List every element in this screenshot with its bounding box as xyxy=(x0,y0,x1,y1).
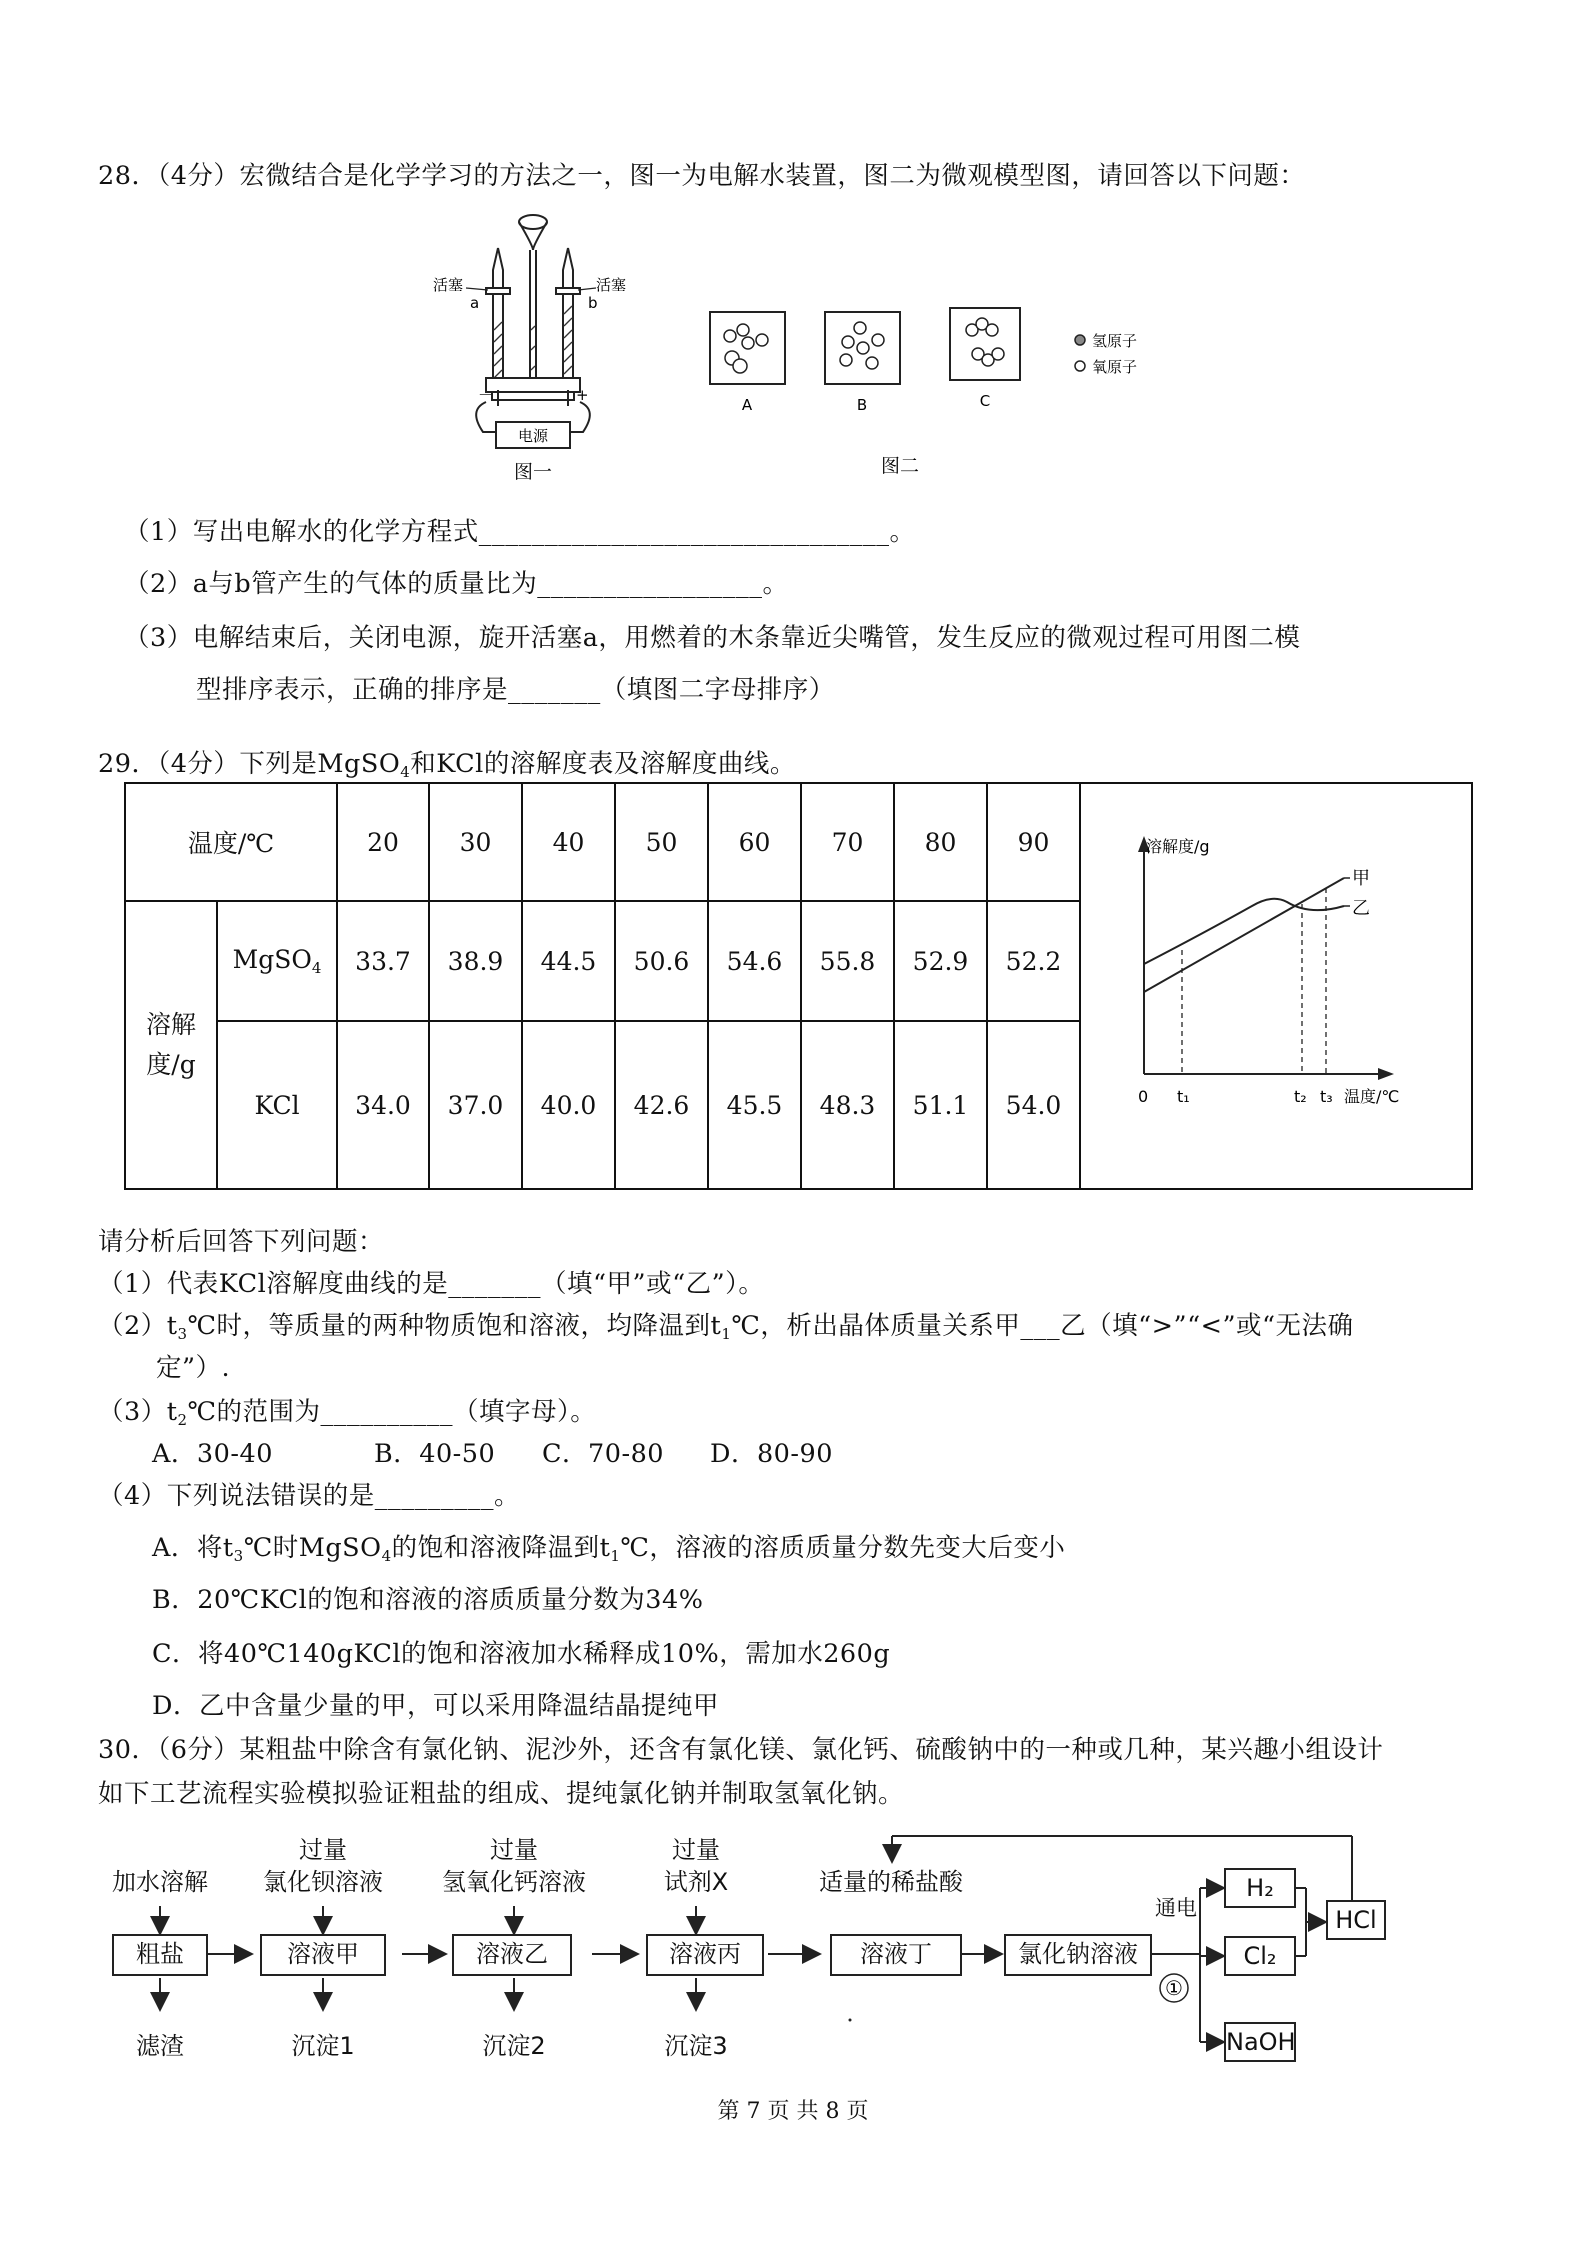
q28-part-3b: 型排序表示，正确的排序是_______（填图二字母排序） xyxy=(196,675,835,705)
label-excess-2: 过量 xyxy=(490,1836,538,1864)
q30-stem-a: 30．（6分）某粗盐中除含有氯化钠、泥沙外，还含有氯化镁、氯化钙、硫酸钠中的一种或几种，某兴趣小组设计 xyxy=(98,1735,1384,1765)
graph-y-label: 溶解度/g xyxy=(1146,837,1210,856)
temp-cell: 70 xyxy=(801,783,894,901)
curve-jia xyxy=(1144,878,1344,992)
temperature-header: 温度/℃ xyxy=(125,783,337,901)
q28-stem: 28．（4分）宏微结合是化学学习的方法之一，图一为电解水装置，图二为微观模型图，请回答以下问题： xyxy=(98,161,1306,191)
label-excess-3: 过量 xyxy=(672,1836,720,1864)
figure-1-electrolysis-apparatus xyxy=(428,210,638,500)
q29-option-c: C．70-80 xyxy=(542,1439,665,1469)
step-1-marker: ① xyxy=(1165,1976,1183,2000)
flow-connectors xyxy=(0,1820,1586,2060)
curve-yi xyxy=(1144,899,1344,964)
temp-cell: 30 xyxy=(429,783,522,901)
legend-oxygen: 氧原子 xyxy=(1092,358,1138,376)
curve-jia-label: 甲 xyxy=(1352,868,1371,889)
temp-cell: 80 xyxy=(894,783,987,901)
box-solution-bing: 溶液丙 xyxy=(646,1934,764,1976)
figure-1-caption: 图一 xyxy=(513,461,553,483)
q29-intro: 请分析后回答下列问题： xyxy=(98,1227,385,1257)
q29-part-4-c: C．将40℃140gKCl的饱和溶液加水稀释成10%，需加水260g xyxy=(152,1639,891,1669)
value-cell: 38.9 xyxy=(429,901,522,1021)
q29-part-4-a: A．将$t_3℃$时MgSO$_4$的饱和溶液降温到$t_1℃$，溶液的溶质质量分数先变大后变小 xyxy=(152,1533,1066,1565)
box-solution-jia: 溶液甲 xyxy=(260,1934,386,1976)
value-cell: 37.0 xyxy=(429,1021,522,1189)
label-dilute-hcl: 适量的稀盐酸 xyxy=(819,1868,963,1896)
box-naoh: NaOH xyxy=(1224,2022,1296,2062)
q29-part-2a: $(2)t_3℃$时，等质量的两种物质饱和溶液，均降温到$t_1℃$，析出晶体质量关系甲___乙（填“>”“<”或“无法确 xyxy=(98,1311,1354,1343)
value-cell: 54.6 xyxy=(708,901,801,1021)
graph-t1: t₁ xyxy=(1177,1087,1190,1106)
box-nacl-solution: 氯化钠溶液 xyxy=(1004,1934,1152,1976)
value-cell: 34.0 xyxy=(337,1021,429,1189)
box-h2: H₂ xyxy=(1224,1868,1296,1908)
temp-cell: 60 xyxy=(708,783,801,901)
q28-part-2: （2）a与b管产生的气体的质量比为_________________。 xyxy=(124,569,789,599)
q29-option-a: A．30-40 xyxy=(152,1439,273,1469)
value-cell: 51.1 xyxy=(894,1021,987,1189)
q29-part-4-b: B．20℃KCl的饱和溶液的溶质质量分数为34% xyxy=(152,1585,704,1615)
value-cell: 52.2 xyxy=(987,901,1080,1021)
value-cell: 45.5 xyxy=(708,1021,801,1189)
label-excess-1: 过量 xyxy=(299,1836,347,1864)
graph-t3: t₃ xyxy=(1320,1087,1333,1106)
graph-origin: 0 xyxy=(1138,1087,1149,1106)
box-c-label: C xyxy=(979,392,991,410)
stopcock-left-label: 活塞 xyxy=(433,276,464,294)
q29-part-3: $(3)t_2℃$的范围为__________（填字母）。 xyxy=(98,1397,597,1429)
temp-cell: 20 xyxy=(337,783,429,901)
box-solution-yi: 溶液乙 xyxy=(452,1934,572,1976)
tube-b-label: b xyxy=(588,294,598,312)
q29-part-1: （1）代表KCl溶解度曲线的是_______（填“甲”或“乙”）。 xyxy=(98,1269,765,1299)
label-precipitate-1: 沉淀1 xyxy=(291,2032,355,2060)
graph-x-label: 温度/℃ xyxy=(1344,1087,1400,1106)
q28-part-3a: （3）电解结束后，关闭电源，旋开活塞a，用燃着的木条靠近尖嘴管，发生反应的微观过程可用图二模 xyxy=(124,623,1301,653)
value-cell: 55.8 xyxy=(801,901,894,1021)
label-caoh2: 氢氧化钙溶液 xyxy=(442,1868,586,1896)
graph-t2: t₂ xyxy=(1294,1087,1307,1106)
page-footer: 第 7 页 共 8 页 xyxy=(717,2099,869,2124)
label-bacl2: 氯化钡溶液 xyxy=(263,1868,383,1896)
value-cell: 33.7 xyxy=(337,901,429,1021)
plus-label: + xyxy=(576,386,589,404)
value-cell: 50.6 xyxy=(615,901,708,1021)
box-cl2: Cl₂ xyxy=(1224,1936,1296,1976)
q29-part-4-d: D．乙中含量少量的甲，可以采用降温结晶提纯甲 xyxy=(152,1691,719,1721)
tube-a-label: a xyxy=(470,294,480,312)
value-cell: 42.6 xyxy=(615,1021,708,1189)
box-solution-ding: 溶液丁 xyxy=(830,1934,962,1976)
value-cell: 52.9 xyxy=(894,901,987,1021)
figure-2-caption: 图二 xyxy=(880,455,920,477)
row-name-kcl: KCl xyxy=(217,1021,337,1189)
q29-stem: 29．（4分）下列是MgSO$_4$和KCl的溶解度表及溶解度曲线。 xyxy=(98,749,796,781)
power-label: 电源 xyxy=(517,427,549,445)
q29-part-4: （4）下列说法错误的是_________。 xyxy=(98,1481,520,1511)
temp-cell: 40 xyxy=(522,783,615,901)
value-cell: 44.5 xyxy=(522,901,615,1021)
label-precipitate-2: 沉淀2 xyxy=(482,2032,546,2060)
legend-hydrogen: 氢原子 xyxy=(1092,332,1138,350)
temp-cell: 90 xyxy=(987,783,1080,901)
label-precipitate-3: 沉淀3 xyxy=(664,2032,728,2060)
label-reagent-x: 试剂X xyxy=(663,1868,729,1896)
value-cell: 40.0 xyxy=(522,1021,615,1189)
solubility-curve-cell xyxy=(1080,783,1472,1189)
label-electrolysis: 通电 xyxy=(1155,1896,1197,1920)
solubility-row-group: 溶解度/g xyxy=(125,901,217,1189)
q28-part-1: （1）写出电解水的化学方程式_______________________________。 xyxy=(124,517,916,547)
solubility-table xyxy=(124,782,1473,1190)
box-hcl: HCl xyxy=(1326,1900,1386,1940)
row-name-mgso4: MgSO$_4$ xyxy=(217,901,337,1021)
q29-option-b: B．40-50 xyxy=(374,1439,496,1469)
curve-yi-label: 乙 xyxy=(1352,898,1371,919)
minus-label: － xyxy=(478,386,494,404)
label-add-water: 加水溶解 xyxy=(112,1868,208,1896)
label-residue: 滤渣 xyxy=(136,2032,184,2060)
solubility-curve-graph xyxy=(1082,784,1470,1182)
stopcock-right-label: 活塞 xyxy=(596,276,627,294)
value-cell: 48.3 xyxy=(801,1021,894,1189)
q29-option-d: D．80-90 xyxy=(710,1439,833,1469)
q29-part-2b: 定”）. xyxy=(156,1353,231,1383)
box-b-label: B xyxy=(856,396,868,414)
figure-2-micro-model xyxy=(700,300,1160,480)
value-cell: 54.0 xyxy=(987,1021,1080,1189)
box-crude-salt: 粗盐 xyxy=(112,1934,208,1976)
q30-stem-b: 如下工艺流程实验模拟验证粗盐的组成、提纯氯化钠并制取氢氧化钠。 xyxy=(98,1779,905,1809)
box-a-label: A xyxy=(741,396,753,414)
temp-cell: 50 xyxy=(615,783,708,901)
